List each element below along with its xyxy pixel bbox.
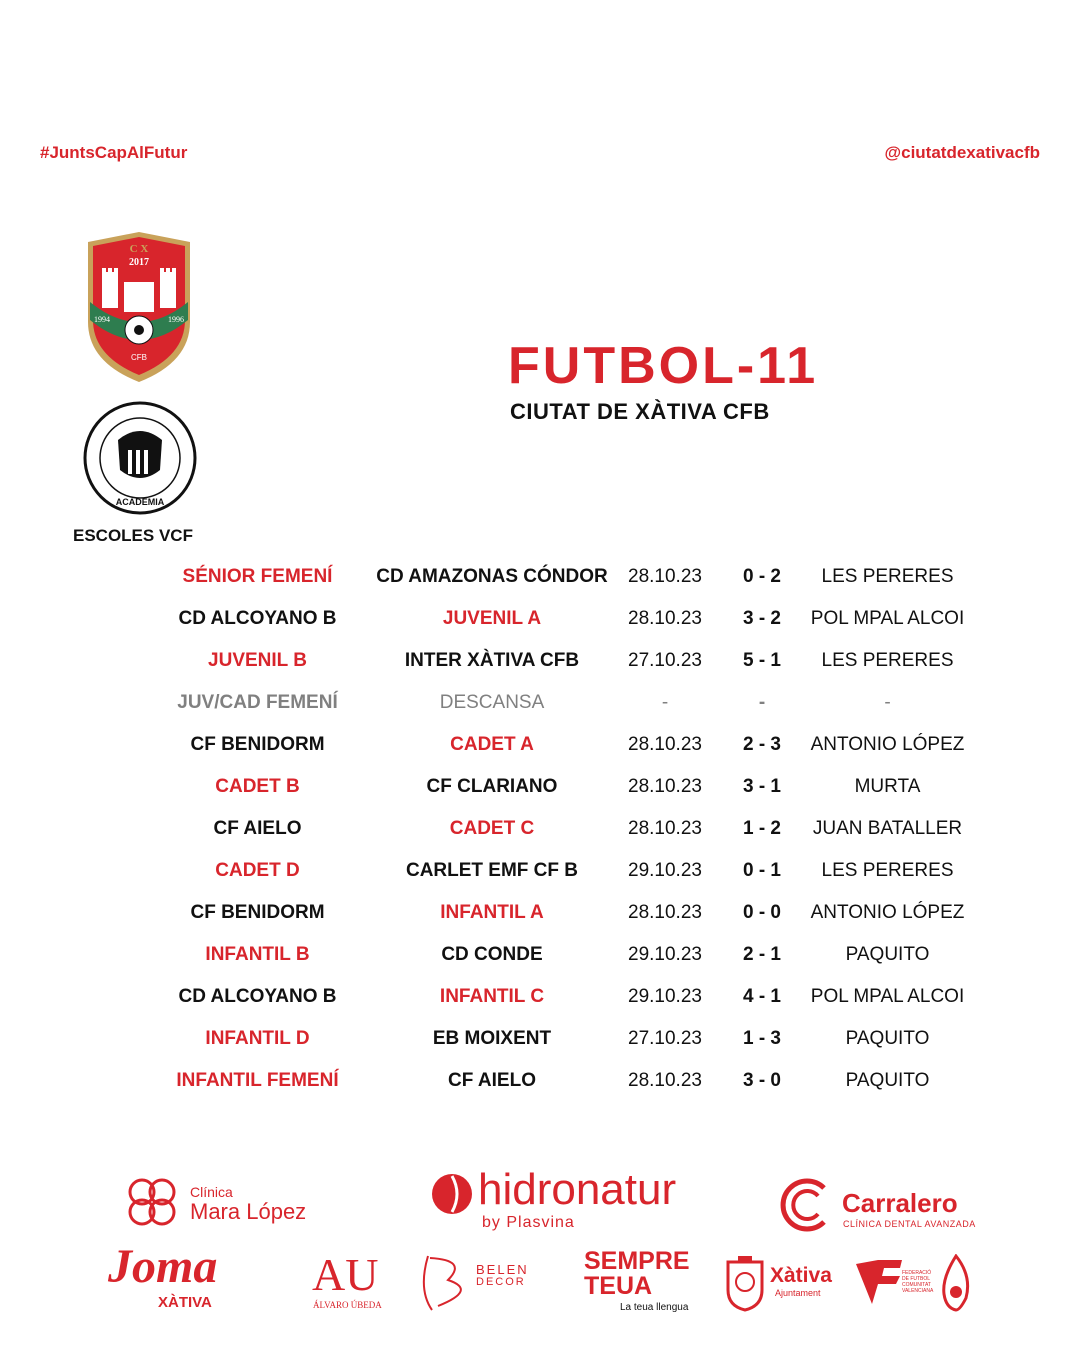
fixture-row	[150, 1018, 990, 1060]
match-venue: MURTA	[854, 776, 921, 797]
match-score: 0 - 1	[742, 860, 782, 881]
away-team: INFANTIL C	[439, 986, 545, 1007]
match-date: 27.10.23	[628, 650, 702, 671]
xativa-shield-icon	[724, 1254, 766, 1312]
match-score: 3 - 2	[742, 608, 782, 629]
away-team: EB MOIXENT	[432, 1028, 552, 1049]
home-team: CADET B	[215, 776, 300, 797]
match-venue: ANTONIO LÓPEZ	[810, 734, 965, 755]
home-team: INFANTIL FEMENÍ	[176, 1070, 339, 1091]
fixture-row	[150, 976, 990, 1018]
fixture-row	[150, 934, 990, 976]
match-venue: ANTONIO LÓPEZ	[810, 902, 965, 923]
ffcv-text: FEDERACIÓ DE FUTBOL COMUNITAT VALENCIANA	[902, 1270, 934, 1294]
fixture-row	[150, 556, 990, 598]
match-venue: -	[884, 692, 891, 713]
match-score: 3 - 0	[742, 1070, 782, 1091]
match-score: 0 - 2	[742, 566, 782, 587]
match-venue: PAQUITO	[845, 944, 930, 965]
away-team: JUVENIL A	[442, 608, 542, 629]
fixture-row	[150, 1060, 990, 1102]
au-sub: ÁLVARO ÚBEDA	[313, 1300, 382, 1310]
fixture-row	[150, 640, 990, 682]
home-team: CD ALCOYANO B	[178, 986, 337, 1007]
fixture-row	[150, 766, 990, 808]
away-team: CARLET EMF CF B	[405, 860, 579, 881]
match-score: 5 - 1	[742, 650, 782, 671]
carralero-logo-icon	[778, 1176, 836, 1234]
match-score: 0 - 0	[742, 902, 782, 923]
escoles-vcf-label: ESCOLES VCF	[73, 526, 193, 545]
home-team: CADET D	[215, 860, 300, 881]
home-team: CF BENIDORM	[190, 734, 325, 755]
fixture-row	[150, 724, 990, 766]
fixture-row	[150, 808, 990, 850]
social-handle: @ciutatdexativacfb	[884, 143, 1040, 162]
match-date: 29.10.23	[628, 944, 702, 965]
match-venue: LES PERERES	[821, 566, 954, 587]
hidronatur-name: hidronatur	[478, 1165, 677, 1214]
away-team: CD AMAZONAS CÓNDOR	[376, 566, 608, 587]
fixture-row	[150, 682, 990, 724]
match-score: 2 - 3	[742, 734, 782, 755]
match-venue: PAQUITO	[845, 1070, 930, 1091]
match-date: 28.10.23	[628, 776, 702, 797]
crest-top-text: C X	[129, 243, 149, 255]
away-team: DESCANSA	[439, 692, 545, 713]
crest-bottom-text: CFB	[131, 353, 147, 362]
club-crest-logo	[80, 222, 198, 386]
fixture-row	[150, 598, 990, 640]
match-date: 28.10.23	[628, 608, 702, 629]
crest-left-year: 1994	[94, 315, 110, 324]
home-team: CF AIELO	[213, 818, 302, 839]
xativa-name: Xàtiva	[770, 1264, 832, 1287]
away-team: INFANTIL A	[440, 902, 544, 923]
match-date: 29.10.23	[628, 860, 702, 881]
home-team: JUVENIL B	[208, 650, 307, 671]
carralero-name: Carralero	[842, 1188, 958, 1218]
match-venue: POL MPAL ALCOI	[810, 608, 965, 629]
page-title: FUTBOL-11	[508, 337, 819, 395]
match-venue: POL MPAL ALCOI	[810, 986, 965, 1007]
match-score: 3 - 1	[742, 776, 782, 797]
match-date: 28.10.23	[628, 566, 702, 587]
match-date: 28.10.23	[628, 818, 702, 839]
match-date: 28.10.23	[628, 1070, 702, 1091]
home-team: CD ALCOYANO B	[178, 608, 337, 629]
belen-decor-logo-icon	[408, 1250, 478, 1314]
away-team: CF AIELO	[448, 1070, 536, 1091]
away-team: CF CLARIANO	[426, 776, 558, 797]
match-venue: LES PERERES	[821, 650, 954, 671]
crest-right-year: 1996	[168, 315, 184, 324]
match-date: 28.10.23	[628, 734, 702, 755]
au-logo: AU	[312, 1249, 379, 1300]
match-date: 28.10.23	[628, 902, 702, 923]
away-team: CADET C	[449, 818, 535, 839]
match-date: 27.10.23	[628, 1028, 702, 1049]
match-venue: PAQUITO	[845, 1028, 930, 1049]
sempre-sub: La teua llengua	[620, 1302, 689, 1313]
sempre-text: SEMPRE	[584, 1247, 690, 1275]
home-team: INFANTIL D	[205, 1028, 310, 1049]
match-date: -	[661, 692, 669, 713]
vcf-academy-badge	[82, 400, 198, 516]
hidronatur-logo-icon	[430, 1172, 474, 1216]
away-team: CADET A	[450, 734, 534, 755]
fixture-row	[150, 892, 990, 934]
away-team: INTER XÀTIVA CFB	[404, 650, 580, 671]
mara-lopez-logo-icon	[120, 1170, 184, 1234]
vcf-academy-text: ACADEMIA	[115, 497, 165, 507]
ffcv-logo-icon	[852, 1254, 904, 1312]
crest-year-text: 2017	[129, 257, 149, 268]
home-team: JUV/CAD FEMENÍ	[177, 692, 338, 713]
match-score: 2 - 1	[742, 944, 782, 965]
hashtag-label: #JuntsCapAlFutur	[40, 143, 188, 162]
joma-sub: XÀTIVA	[158, 1294, 212, 1311]
match-score: 1 - 3	[742, 1028, 782, 1049]
xativa-sub: Ajuntament	[775, 1288, 821, 1298]
decor-text: DECOR	[476, 1276, 526, 1288]
home-team: SÉNIOR FEMENÍ	[182, 566, 333, 587]
hidronatur-sub: by Plasvina	[482, 1214, 575, 1231]
page-subtitle: CIUTAT DE XÀTIVA CFB	[510, 399, 770, 424]
carralero-sub: CLÍNICA DENTAL AVANZADA	[843, 1219, 976, 1229]
match-venue: JUAN BATALLER	[812, 818, 963, 839]
home-team: CF BENIDORM	[190, 902, 325, 923]
fixture-row	[150, 850, 990, 892]
home-team: INFANTIL B	[205, 944, 310, 965]
belen-text: BELEN	[476, 1262, 529, 1277]
match-score: -	[758, 692, 766, 713]
flame-logo-icon	[938, 1254, 974, 1312]
away-team: CD CONDE	[441, 944, 543, 965]
match-date: 29.10.23	[628, 986, 702, 1007]
teua-text: TEUA	[584, 1272, 653, 1300]
mara-lopez-name: Mara López	[190, 1199, 307, 1224]
match-score: 4 - 1	[742, 986, 782, 1007]
joma-logo: Joma	[108, 1240, 218, 1293]
mara-lopez-small: Clínica	[190, 1184, 233, 1200]
match-venue: LES PERERES	[821, 860, 954, 881]
match-score: 1 - 2	[742, 818, 782, 839]
fixtures-table	[150, 556, 990, 1102]
